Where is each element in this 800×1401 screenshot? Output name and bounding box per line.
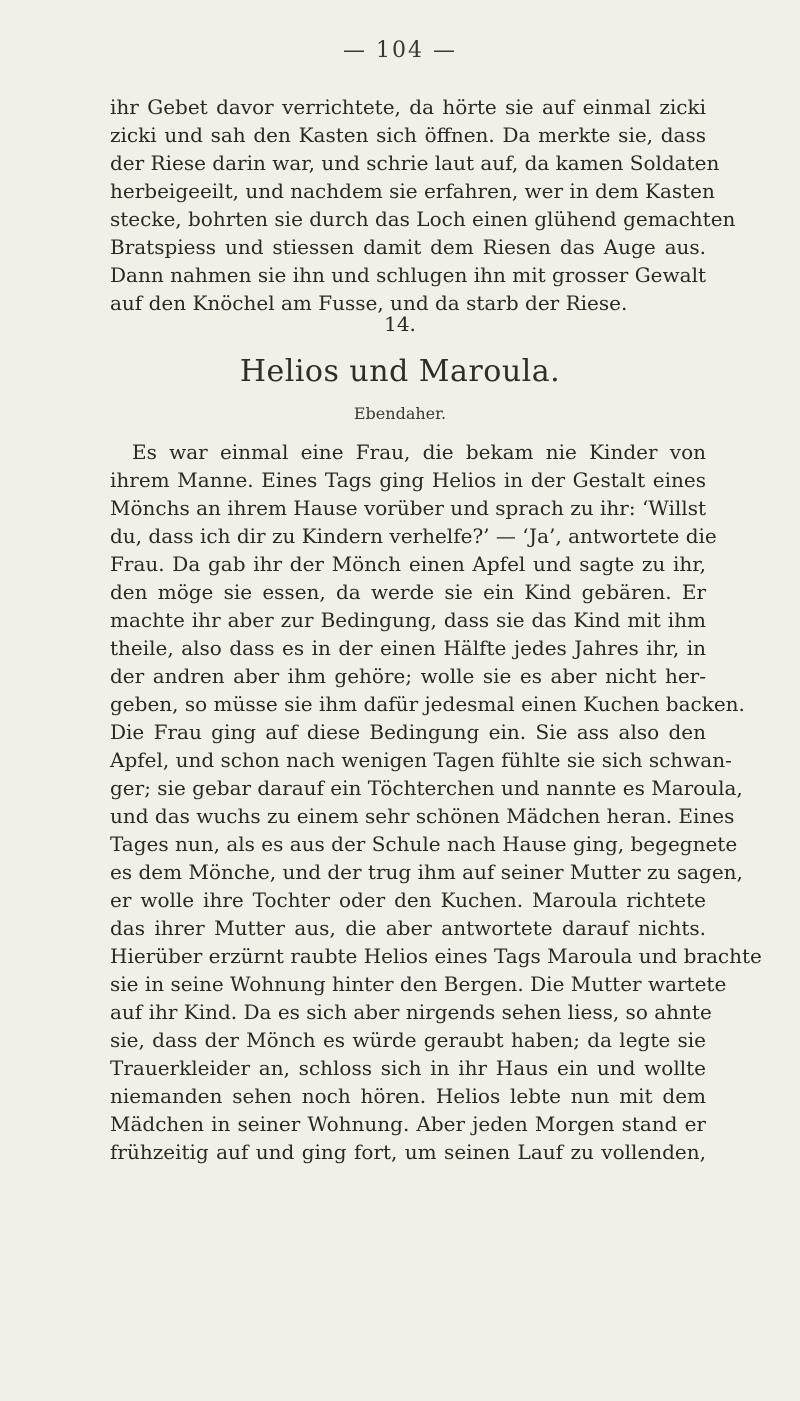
- text-line: Bratspiess und stiessen damit dem Riesen das Auge aus.: [110, 235, 706, 259]
- text-line: Tages nun, als es aus der Schule nach Hause ging, begegnete: [110, 832, 738, 856]
- text-line: stecke, bohrten sie durch das Loch einen glühend gemachten: [110, 207, 736, 231]
- text-line: und das wuchs zu einem sehr schönen Mädchen heran. Eines: [110, 804, 735, 828]
- text-line: Trauerkleider an, schloss sich in ihr Haus ein und wollte: [110, 1056, 706, 1080]
- text-line: Es war einmal eine Frau, die bekam nie Kinder von: [132, 440, 706, 464]
- text-line: Mönchs an ihrem Hause vorüber und sprach zu ihr: ‘Willst: [110, 496, 706, 520]
- text-line: Dann nahmen sie ihn und schlugen ihn mit grosser Gewalt: [110, 263, 706, 287]
- text-line: der andren aber ihm gehöre; wolle sie es aber nicht her-: [110, 664, 706, 688]
- text-line: geben, so müsse sie ihm dafür jedesmal einen Kuchen backen.: [110, 692, 745, 716]
- text-line: auf ihr Kind. Da es sich aber nirgends sehen liess, so ahnte: [110, 1000, 712, 1024]
- text-line: ihr Gebet davor verrichtete, da hörte sie auf einmal zicki: [110, 95, 706, 119]
- story-paragraph: [110, 438, 762, 1166]
- text-line: er wolle ihre Tochter oder den Kuchen. Maroula richtete: [110, 888, 706, 912]
- story-source: Ebendaher.: [353, 404, 447, 423]
- intro-paragraph: [110, 93, 736, 317]
- text-line: Apfel, und schon nach wenigen Tagen fühlte sie sich schwan-: [110, 748, 732, 772]
- page-number: — 104 —: [343, 38, 457, 63]
- text-line: Mädchen in seiner Wohnung. Aber jeden Morgen stand er: [110, 1112, 706, 1136]
- text-line: zicki und sah den Kasten sich öffnen. Da merkte sie, dass: [110, 123, 706, 147]
- text-line: sie in seine Wohnung hinter den Bergen. Die Mutter wartete: [110, 972, 727, 996]
- text-line: herbeigeeilt, und nachdem sie erfahren, wer in dem Kasten: [110, 179, 715, 203]
- text-line: der Riese darin war, und schrie laut auf, da kamen Soldaten: [110, 151, 720, 175]
- text-line: Hierüber erzürnt raubte Helios eines Tags Maroula und brachte: [110, 944, 762, 968]
- text-line: Frau. Da gab ihr der Mönch einen Apfel und sagte zu ihr,: [110, 552, 706, 576]
- text-line: ger; sie gebar darauf ein Töchterchen und nannte es Maroula,: [110, 776, 743, 800]
- text-line: ihrem Manne. Eines Tags ging Helios in der Gestalt eines: [110, 468, 706, 492]
- text-line: Die Frau ging auf diese Bedingung ein. Sie ass also den: [110, 720, 706, 744]
- text-line: es dem Mönche, und der trug ihm auf seiner Mutter zu sagen,: [110, 860, 743, 884]
- text-line: theile, also dass es in der einen Hälfte jedes Jahres ihr, in: [110, 636, 706, 660]
- text-line: sie, dass der Mönch es würde geraubt haben; da legte sie: [110, 1028, 706, 1052]
- text-line: auf den Knöchel am Fusse, und da starb der Riese.: [110, 291, 628, 315]
- text-line: machte ihr aber zur Bedingung, dass sie das Kind mit ihm: [110, 608, 706, 632]
- text-line: das ihrer Mutter aus, die aber antwortete darauf nichts.: [110, 916, 706, 940]
- story-title: Helios und Maroula.: [239, 354, 561, 389]
- text-line: du, dass ich dir zu Kindern verhelfe?’ — ‘Ja’, antwortete die: [110, 524, 717, 548]
- text-line: frühzeitig auf und ging fort, um seinen Lauf zu vollenden,: [110, 1140, 706, 1164]
- text-line: niemanden sehen noch hören. Helios lebte nun mit dem: [110, 1084, 706, 1108]
- story-number: 14.: [384, 312, 416, 336]
- text-line: den möge sie essen, da werde sie ein Kind gebären. Er: [110, 580, 706, 604]
